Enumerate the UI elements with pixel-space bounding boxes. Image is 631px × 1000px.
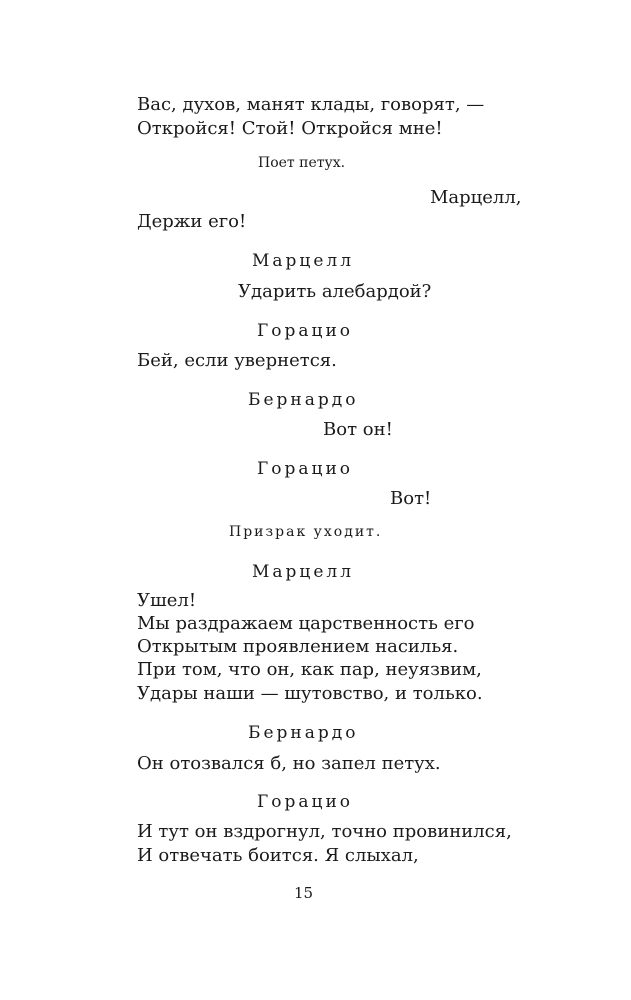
verse-line: Ударить алебардой? bbox=[238, 281, 432, 302]
page-number: 15 bbox=[294, 884, 314, 902]
speaker-name: Горацио bbox=[257, 321, 354, 341]
verse-line: Вас, духов, манят клады, говорят, — bbox=[137, 94, 485, 115]
speaker-name: Горацио bbox=[257, 792, 354, 812]
verse-line: Марцелл, bbox=[430, 187, 522, 208]
speaker-name: Бернардо bbox=[248, 723, 359, 743]
stage-direction: Призрак уходит. bbox=[229, 524, 383, 540]
verse-line: Вот! bbox=[390, 488, 432, 509]
verse-line: Удары наши — шутовство, и только. bbox=[137, 683, 483, 704]
verse-line: Бей, если увернется. bbox=[137, 350, 337, 371]
verse-line: Откройся! Стой! Откройся мне! bbox=[137, 118, 443, 139]
speaker-name: Горацио bbox=[257, 459, 354, 479]
verse-line: При том, что он, как пар, неуязвим, bbox=[137, 659, 482, 680]
speaker-name: Марцелл bbox=[252, 562, 355, 582]
verse-line: Вот он! bbox=[323, 419, 393, 440]
verse-line: Ушел! bbox=[137, 590, 197, 611]
speaker-name: Марцелл bbox=[252, 251, 355, 271]
speaker-name: Бернардо bbox=[248, 390, 359, 410]
verse-line: И отвечать боится. Я слыхал, bbox=[137, 845, 419, 866]
verse-line: Он отозвался б, но запел петух. bbox=[137, 753, 441, 774]
verse-line: Мы раздражаем царственность его bbox=[137, 613, 475, 634]
verse-line: Открытым проявлением насилья. bbox=[137, 636, 459, 657]
verse-line: Держи его! bbox=[137, 211, 247, 232]
verse-line: И тут он вздрогнул, точно провинился, bbox=[137, 821, 512, 842]
stage-direction: Поет петух. bbox=[258, 155, 346, 171]
